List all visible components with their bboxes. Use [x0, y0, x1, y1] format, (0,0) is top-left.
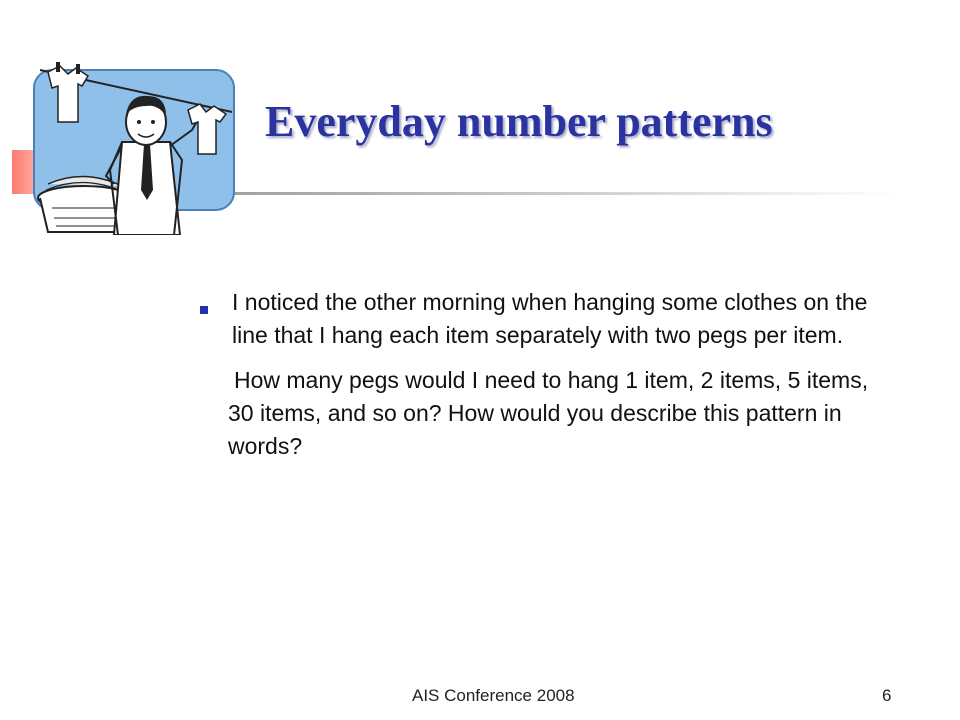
bullet-icon [200, 306, 208, 314]
footer-text: AIS Conference 2008 [412, 686, 575, 705]
clothesline-man-clipart-icon [22, 50, 242, 235]
page-number: 6 [882, 686, 892, 705]
slide-title: Everyday number patterns [265, 97, 773, 146]
bullet-text: I noticed the other morning when hanging some clothes on the line that I hang each item separately with two pegs per item. [232, 289, 868, 348]
question-text: How many pegs would I need to hang 1 item, 2 items, 5 items, 30 items, and so on? How would you describe this pattern in words? [228, 367, 869, 459]
slide-body [200, 286, 900, 463]
title-underline [180, 192, 900, 195]
